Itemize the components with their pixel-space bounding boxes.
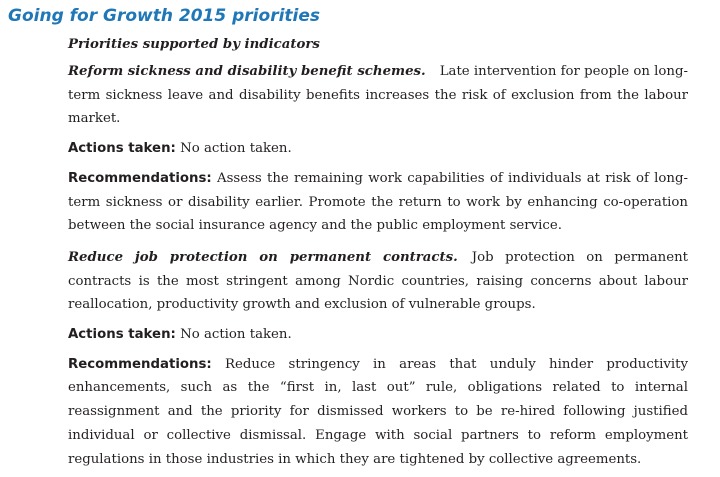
priority-block-2	[68, 246, 688, 471]
actions-label: Actions taken:	[68, 327, 176, 343]
priority-paragraph	[68, 60, 688, 131]
priority-title: Reform sickness and disability benefit schemes.	[68, 64, 426, 79]
section-heading: Priorities supported by indicators	[68, 37, 320, 52]
priorities-section	[68, 34, 688, 477]
priority-block-1	[68, 60, 688, 238]
priority-title: Reduce job protection on permanent contracts.	[68, 249, 458, 265]
actions-text: No action taken.	[180, 327, 292, 343]
priority-description: Job protection on permanent contracts is the most stringent among Nordic countries, raising concerns about labour reallocation, productivity growth and exclusion of vulnerable groups.	[68, 249, 688, 313]
recommendations-label: Recommendations:	[68, 170, 212, 186]
recommendations	[68, 167, 688, 238]
actions-taken	[68, 137, 688, 161]
actions-taken	[68, 323, 688, 347]
recommendations-text: Reduce stringency in areas that unduly hinder productivity enhancements, such as the “first in, last out” rule, obligations related to internal reassignment and the priority for dismissed workers to be re-hired following justified individual or collective dismissal. Engage with social partners to reform employment regulations in those industries in which they are tightened by collective agreements.	[68, 356, 688, 467]
priority-paragraph	[68, 246, 688, 317]
actions-label: Actions taken:	[68, 141, 176, 157]
recommendations-label: Recommendations:	[68, 356, 212, 372]
page-title: Going for Growth 2015 priorities	[8, 6, 321, 26]
priority-description: Late intervention for people on long-term sickness leave and disability benefits increases the risk of exclusion from the labour market.	[68, 64, 688, 127]
actions-text: No action taken.	[180, 141, 292, 157]
recommendations	[68, 353, 688, 472]
recommendations-text: Assess the remaining work capabilities of individuals at risk of long-term sickness or disability earlier. Promote the return to work by enhancing co-operation between the social insurance agency and the public employment service.	[68, 170, 688, 234]
